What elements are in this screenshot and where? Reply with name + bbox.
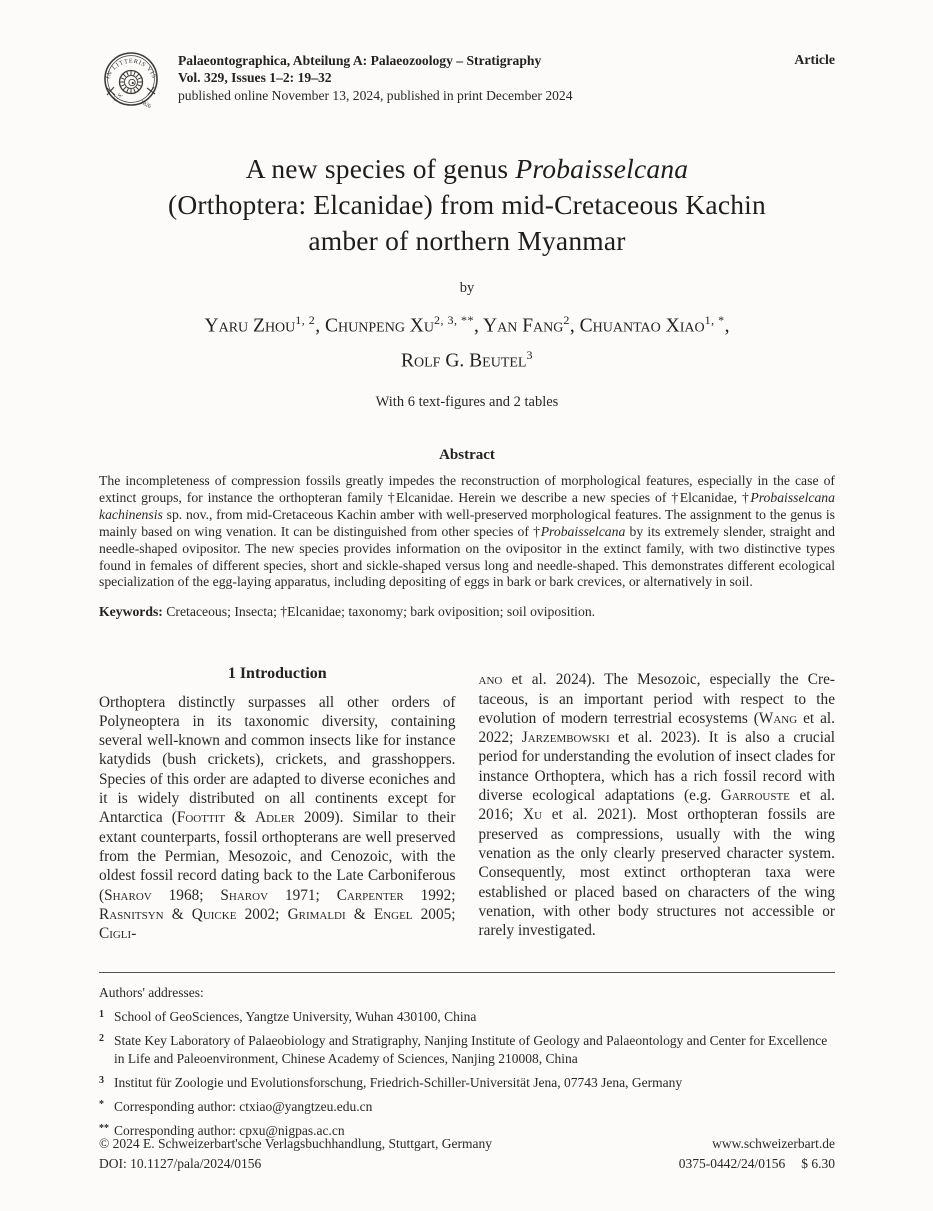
issn-code: 0375-0442/24/0156 <box>678 1155 786 1171</box>
authors-line-1: Yaru Zhou$^{1, 2}$, Chunpeng $Xu^{2, 3, **}$, Yan Fang$^2$, Chuantao Xiao$^{1, *}$, <box>204 313 730 337</box>
footnotes-label: Authors' addresses: <box>99 985 204 1001</box>
author-list <box>99 306 835 375</box>
issn-price-line <box>679 1154 835 1174</box>
article-type-label: Article <box>794 52 835 67</box>
title-line-3: amber of northern Myanmar <box>308 225 626 256</box>
svg-text:IN LITTERIS VIS: IN LITTERIS VIS <box>104 57 158 80</box>
intro-right-column <box>479 664 836 943</box>
footnote-item <box>99 1074 835 1092</box>
intro-left-column <box>99 664 456 943</box>
footnote-item <box>99 1098 835 1116</box>
footnote-marker: * <box>99 1098 104 1110</box>
journal-volume: Vol. 329, Issues 1–2: 19–32 <box>178 70 332 86</box>
footnote-marker: ** <box>99 1122 109 1134</box>
abstract-body: The incompleteness of compression fossils greatly impedes the reconstruction of morphological features, especially in the case of extinct groups, for instance the orthopteran family †Elcanidae. Herein we describe a new species of †Elcanidae, †Probaisselcana kachinensis sp. nov., from mid-Cretaceous Kachin amber with well-preserved morphological features. The assignment to the genus is mainly based on wing venation. It can be distinguished from other species of †Probaisselcana by its extremely slender, straight and needle-shaped ovipositor. The new species provides information on the ovipositor in the extinct family, with two distinctive types found in females of different species, short and sickle-shaped versus long and needle-shaped. This demonstrates different ecological specialization of the egg-laying apparatus, including depositing of eggs in bark or bark crevices, or alternatively in soil. <box>99 473 835 590</box>
corresponding-author-email: Corresponding author: cpxu@nigpas.ac.cn <box>114 1122 345 1138</box>
journal-info <box>163 48 794 104</box>
byline: by <box>459 280 475 296</box>
title-line-2: (Orthoptera: Elcanidae) from mid-Cretaceous Kachin <box>168 189 766 220</box>
page-footer <box>99 1134 835 1173</box>
footnotes-list <box>99 1008 835 1139</box>
journal-header <box>99 48 835 110</box>
footnote-text: Institut für Zoologie und Evolutionsforschung, Friedrich-Schiller-Universität Jena, 07743 Jena, Germany <box>114 1074 683 1090</box>
seal-year: 1826 <box>139 99 152 110</box>
intro-left-text: Orthoptera distinctly surpasses all other orders of Polyneoptera in its taxonomic diversity, containing several well-known and common insects like for instance katydids (bush crickets), crickets, and grasshoppers. Species of this order are adapted to diverse econiches and it is widely distributed on all continents except for Antarctica (Foottit & Adler 2009). Similar to their extant counterparts, fossil orthopterans are well preserved from the Permian, Mesozoic, and Cenozoic, with the oldest fossil record dating back to the Late Carboniferous (Sharov 1968; Sharov 1971; Carpenter 1992; Rasnitsyn & Quicke 2002; Grimaldi & Engel 2005; Cigli- <box>99 693 456 943</box>
publication-dates: published online November 13, 2024, published in print December 2024 <box>178 87 573 103</box>
authors-addresses <box>99 984 835 1139</box>
authors-line-2: Rolf G. Beutel$^3$ <box>401 347 533 371</box>
keywords-line: Keywords: Cretaceous; Insecta; †Elcanidae; taxonomy; bark oviposition; soil oviposition. <box>99 604 596 620</box>
paper-title <box>99 151 835 259</box>
price: $ 6.30 <box>801 1155 835 1171</box>
seal-initials: E. S. <box>111 91 125 103</box>
footnote-marker: 2 <box>99 1033 104 1045</box>
corresponding-author-email: Corresponding author: ctxiao@yangtzeu.edu.cn <box>114 1098 373 1114</box>
intro-right-text: ano et al. 2024). The Mesozoic, especially the Cretaceous, is an important period with respect to the evolution of modern terrestrial ecosystems (Wang et al. 2022; Jarzembowski et al. 2023). It is also a crucial period for understanding the evolution of insect clades for instance Orthoptera, which has a rich fossil record with diverse ecological adaptations (e.g. Garrouste et al. 2016; Xu et al. 2021). Most orthopteran fossils are preserved as compressions, usually with the wing venation as the only clearly preserved character system. Consequently, most extinct orthopteran taxa were established or placed based on characters of the wing venation, with other body structures not accessible or rarely investigated. <box>478 671 835 940</box>
publisher-seal-logo <box>99 46 163 110</box>
footnote-text: School of GeoSciences, Yangtze University, Wuhan 430100, China <box>114 1009 477 1025</box>
footnote-item <box>99 1008 835 1026</box>
footer-right <box>679 1134 835 1173</box>
figures-note: With 6 text-figures and 2 tables <box>375 394 559 410</box>
abstract-heading: Abstract <box>439 447 495 463</box>
footnote-item <box>99 1032 835 1067</box>
doi-line: DOI: 10.1127/pala/2024/0156 <box>99 1155 262 1171</box>
introduction-heading: 1 Introduction <box>227 665 327 683</box>
title-line-1: A new species of genus Probaisselcana <box>245 153 689 184</box>
footer-left <box>99 1134 492 1173</box>
footnote-divider <box>99 972 835 973</box>
footnote-marker: 1 <box>99 1009 104 1021</box>
publisher-seal-icon <box>99 46 163 110</box>
copyright-line: © 2024 E. Schweizerbart'sche Verlagsbuchhandlung, Stuttgart, Germany <box>99 1136 492 1151</box>
footnote-text: State Key Laboratory of Palaeobiology and Stratigraphy, Nanjing Institute of Geology and Palaeontology and Center for Excellence in Life and Paleoenvironment, Chinese Academy of Sciences, Nanjing 210008, China <box>114 1033 828 1066</box>
journal-name: Palaeontographica, Abteilung A: Palaeozoology – Stratigraphy <box>178 53 542 68</box>
introduction-section <box>99 664 835 943</box>
footnote-marker: 3 <box>99 1074 104 1086</box>
publisher-website: www.schweizerbart.de <box>712 1136 835 1151</box>
